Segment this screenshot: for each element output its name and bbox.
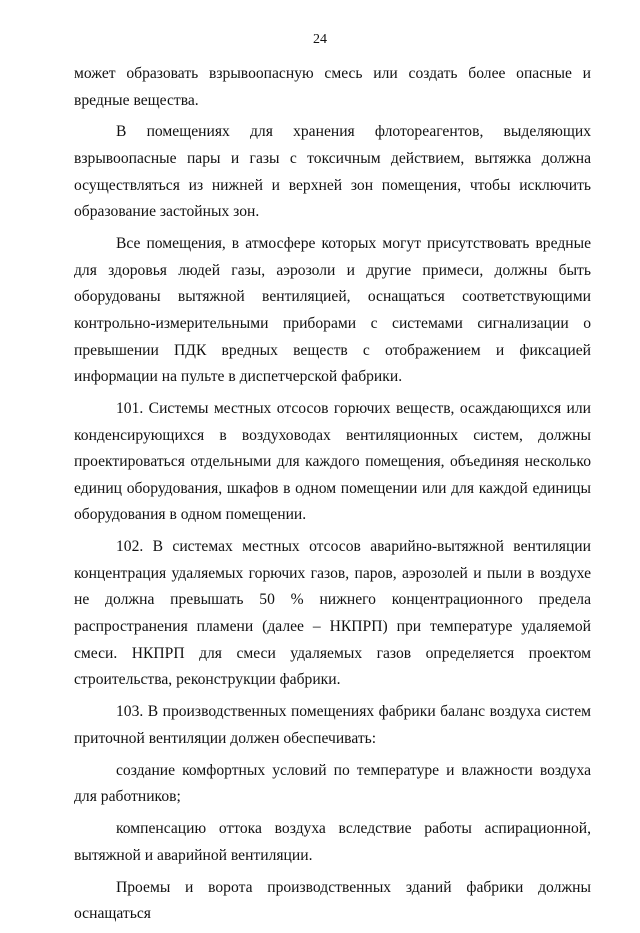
paragraph-harmful-gases: Все помещения, в атмосфере которых могут присутствовать вредные для здоровья людей газы, аэрозоли и другие примеси, должны быть оборудованы вытяжной вентиляцией, оснащаться соответствующими контрольно-измерительными приборами с системами сигнализации о превышении ПДК вредных веществ с отображением и фиксацией информации на пульте в диспетчерской фабрики. [74, 235, 591, 386]
document-body [74, 61, 591, 933]
paragraph-continuation: может образовать взрывоопасную смесь или создать более опасные и вредные вещества. [74, 65, 591, 109]
list-item-comfort: создание комфортных условий по температуре и влажности воздуха для работников; [74, 761, 591, 806]
paragraph-103: 103. В производственных помещениях фабрики баланс воздуха систем приточной вентиляции должен обеспечивать: [74, 703, 591, 747]
list-item-compensation: компенсацию оттока воздуха вследствие работы аспирационной, вытяжной и аварийной вентиляции. [74, 820, 591, 864]
paragraph-flotoreagent-storage: В помещениях для хранения флотореагентов, выделяющих взрывоопасные пары и газы с токсичным действием, вытяжка должна осуществляться из нижней и верхней зон помещения, чтобы исключить образование застойных зон. [74, 123, 591, 221]
paragraph-openings-gates: Проемы и ворота производственных зданий фабрики должны оснащаться [74, 878, 591, 923]
paragraph-102: 102. В системах местных отсосов аварийно-вытяжной вентиляции концентрация удаляемых горючих газов, паров, аэрозолей и пыли в воздухе не должна превышать 50 % нижнего концентрационного предела распространения пламени (далее – НКПРП) при температуре удаляемой смеси. НКПРП для смеси удаляемых газов определяется проектом строительства, реконструкции фабрики. [74, 538, 591, 689]
page-number: 24 [313, 32, 327, 47]
paragraph-101: 101. Системы местных отсосов горючих веществ, осаждающихся или конденсирующихся в воздуховодах вентиляционных систем, должны проектироваться отдельными для каждого помещения, объединяя несколько единиц оборудования, шкафов в одном помещении или для каждой единицы оборудования в одном помещении. [74, 400, 591, 524]
